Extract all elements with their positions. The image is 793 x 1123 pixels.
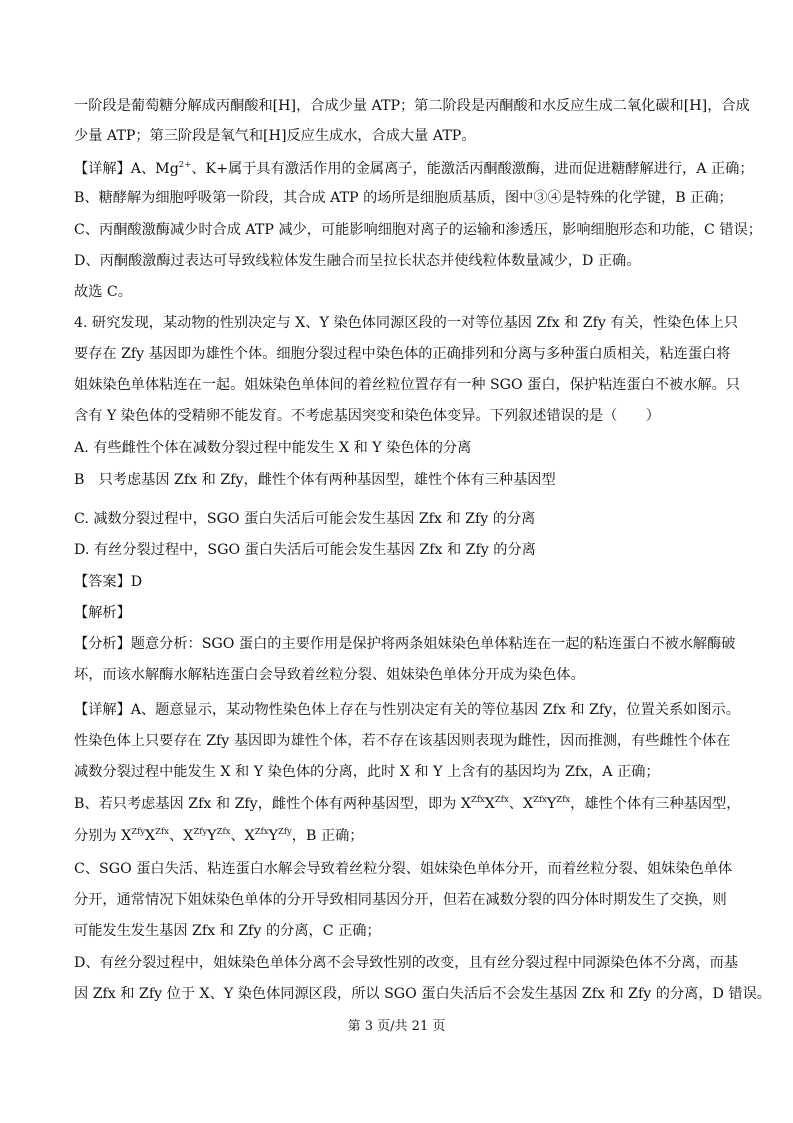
explanation-text: C、SGO 蛋白失活、粘连蛋白水解会导致着丝粒分裂、姐妹染色单体分开，而着丝粒分裂、姐妹染色单体 xyxy=(74,861,733,877)
option-b: B 只考虑基因 Zfx 和 Zfy，雌性个体有两种基因型，雄性个体有三种基因型 xyxy=(74,472,556,488)
prev-text-line: 少量 ATP；第三阶段是氧气和[H]反应生成水，合成大量 ATP。 xyxy=(74,128,476,144)
question-stem: 4. 研究发现，某动物的性别决定与 X、Y 染色体同源区段的一对等位基因 Zfx 和 Zfy 有关，性染色体上只 xyxy=(74,315,739,331)
analysis-label: 【解析】 xyxy=(74,605,131,621)
option-c: C. 减数分裂过程中，SGO 蛋白失活后可能会发生基因 Zfx 和 Zfy 的分离 xyxy=(74,511,536,527)
question-stem: 要存在 Zfy 基因即为雄性个体。细胞分裂过程中染色体的正确排列和分离与多种蛋白质相关，粘连蛋白将 xyxy=(74,346,731,362)
prev-answer: 故选 C。 xyxy=(74,284,132,300)
option-a: A. 有些雌性个体在减数分裂过程中能发生 X 和 Y 染色体的分离 xyxy=(74,440,472,456)
explanation-text: 减数分裂过程中能发生 X 和 Y 染色体的分离，此时 X 和 Y 上含有的基因均为 Zfx，A 正确； xyxy=(74,764,660,780)
detail-line-b: B、糖酵解为细胞呼吸第一阶段，其合成 ATP 的场所是细胞质基质，图中③④是特殊的化学键，B 正确； xyxy=(74,190,733,206)
question-stem: 姐妹染色单体粘连在一起。姐妹染色单体间的着丝粒位置存有一种 SGO 蛋白，保护粘连蛋白不被水解。只 xyxy=(74,377,740,393)
question-stem: 含有 Y 染色体的受精卵不能发育。不考虑基因突变和染色体变异。下列叙述错误的是（ ） xyxy=(74,408,660,424)
explanation-text: D、有丝分裂过程中，姐妹染色单体分离不会导致性别的改变，且有丝分裂过程中同源染色体不分离，而基 xyxy=(74,955,739,971)
page-number: 第 3 页/共 21 页 xyxy=(347,1019,446,1034)
analysis-text: 坏，而该水解酶水解粘连蛋白会导致着丝粒分裂、姐妹染色单体分开成为染色体。 xyxy=(74,667,585,683)
explanation-text: 可能发生发生基因 Zfx 和 Zfy 的分离，C 正确； xyxy=(74,923,381,939)
option-d: D. 有丝分裂过程中，SGO 蛋白失活后可能会发生基因 Zfx 和 Zfy 的分离 xyxy=(74,542,536,558)
detail-line-c: C、丙酮酸激酶减少时合成 ATP 减少，可能影响细胞对离子的运输和渗透压，影响细胞形态和功能，C 错误； xyxy=(74,222,762,238)
answer-line: 【答案】D xyxy=(74,574,143,590)
explanation-text: 【详解】A、题意显示，某动物性染色体上存在与性别决定有关的等位基因 Zfx 和 Zfy，位置关系如图示。 xyxy=(74,702,740,718)
detail-line-d: D、丙酮酸激酶过表达可导致线粒体发生融合而呈拉长状态并使线粒体数量减少，D 正确。 xyxy=(74,253,641,269)
explanation-text: 性染色体上只要存在 Zfy 基因即为雄性个体，若不存在该基因则表现为雌性，因而推测，有些雌性个体在 xyxy=(74,733,731,749)
explanation-text: 分开，通常情况下姐妹染色单体的分开导致相同基因分开，但若在减数分裂的四分体时期发生了交换，则 xyxy=(74,892,727,908)
explanation-text: 因 Zfx 和 Zfy 位于 X、Y 染色体同源区段，所以 SGO 蛋白失活后不会发生基因 Zfx 和 Zfy 的分离，D 错误。 xyxy=(74,986,771,1002)
prev-text-line: 一阶段是葡萄糖分解成丙酮酸和[H]，合成少量 ATP；第二阶段是丙酮酸和水反应生成二氧化碳和[H]，合成 xyxy=(74,98,750,114)
explanation-genotypes-female: B、若只考虑基因 Zfx 和 Zfy，雌性个体有两种基因型，即为 $X^{Zfx}X^{Zfx}$、$X^{Zfx}Y^{Zfx}$，雄性个体有三种基因型， xyxy=(74,795,741,812)
analysis-text: 【分析】题意分析：SGO 蛋白的主要作用是保护将两条姐妹染色单体粘连在一起的粘连蛋白不被水解酶破 xyxy=(74,636,736,652)
detail-line-a: 【详解】A、$Mg^{2+}$、K+属于具有激活作用的金属离子，能激活丙酮酸激酶，进而促进糖酵解进行，A 正确； xyxy=(74,160,754,177)
explanation-genotypes-male: 分别为 $X^{Zfy}X^{Zfx}$、$X^{Zfy}Y^{Zfx}$、$X^{Zfx}Y^{Zfy}$，B 正确； xyxy=(74,827,364,844)
answer-value: D xyxy=(130,574,143,590)
